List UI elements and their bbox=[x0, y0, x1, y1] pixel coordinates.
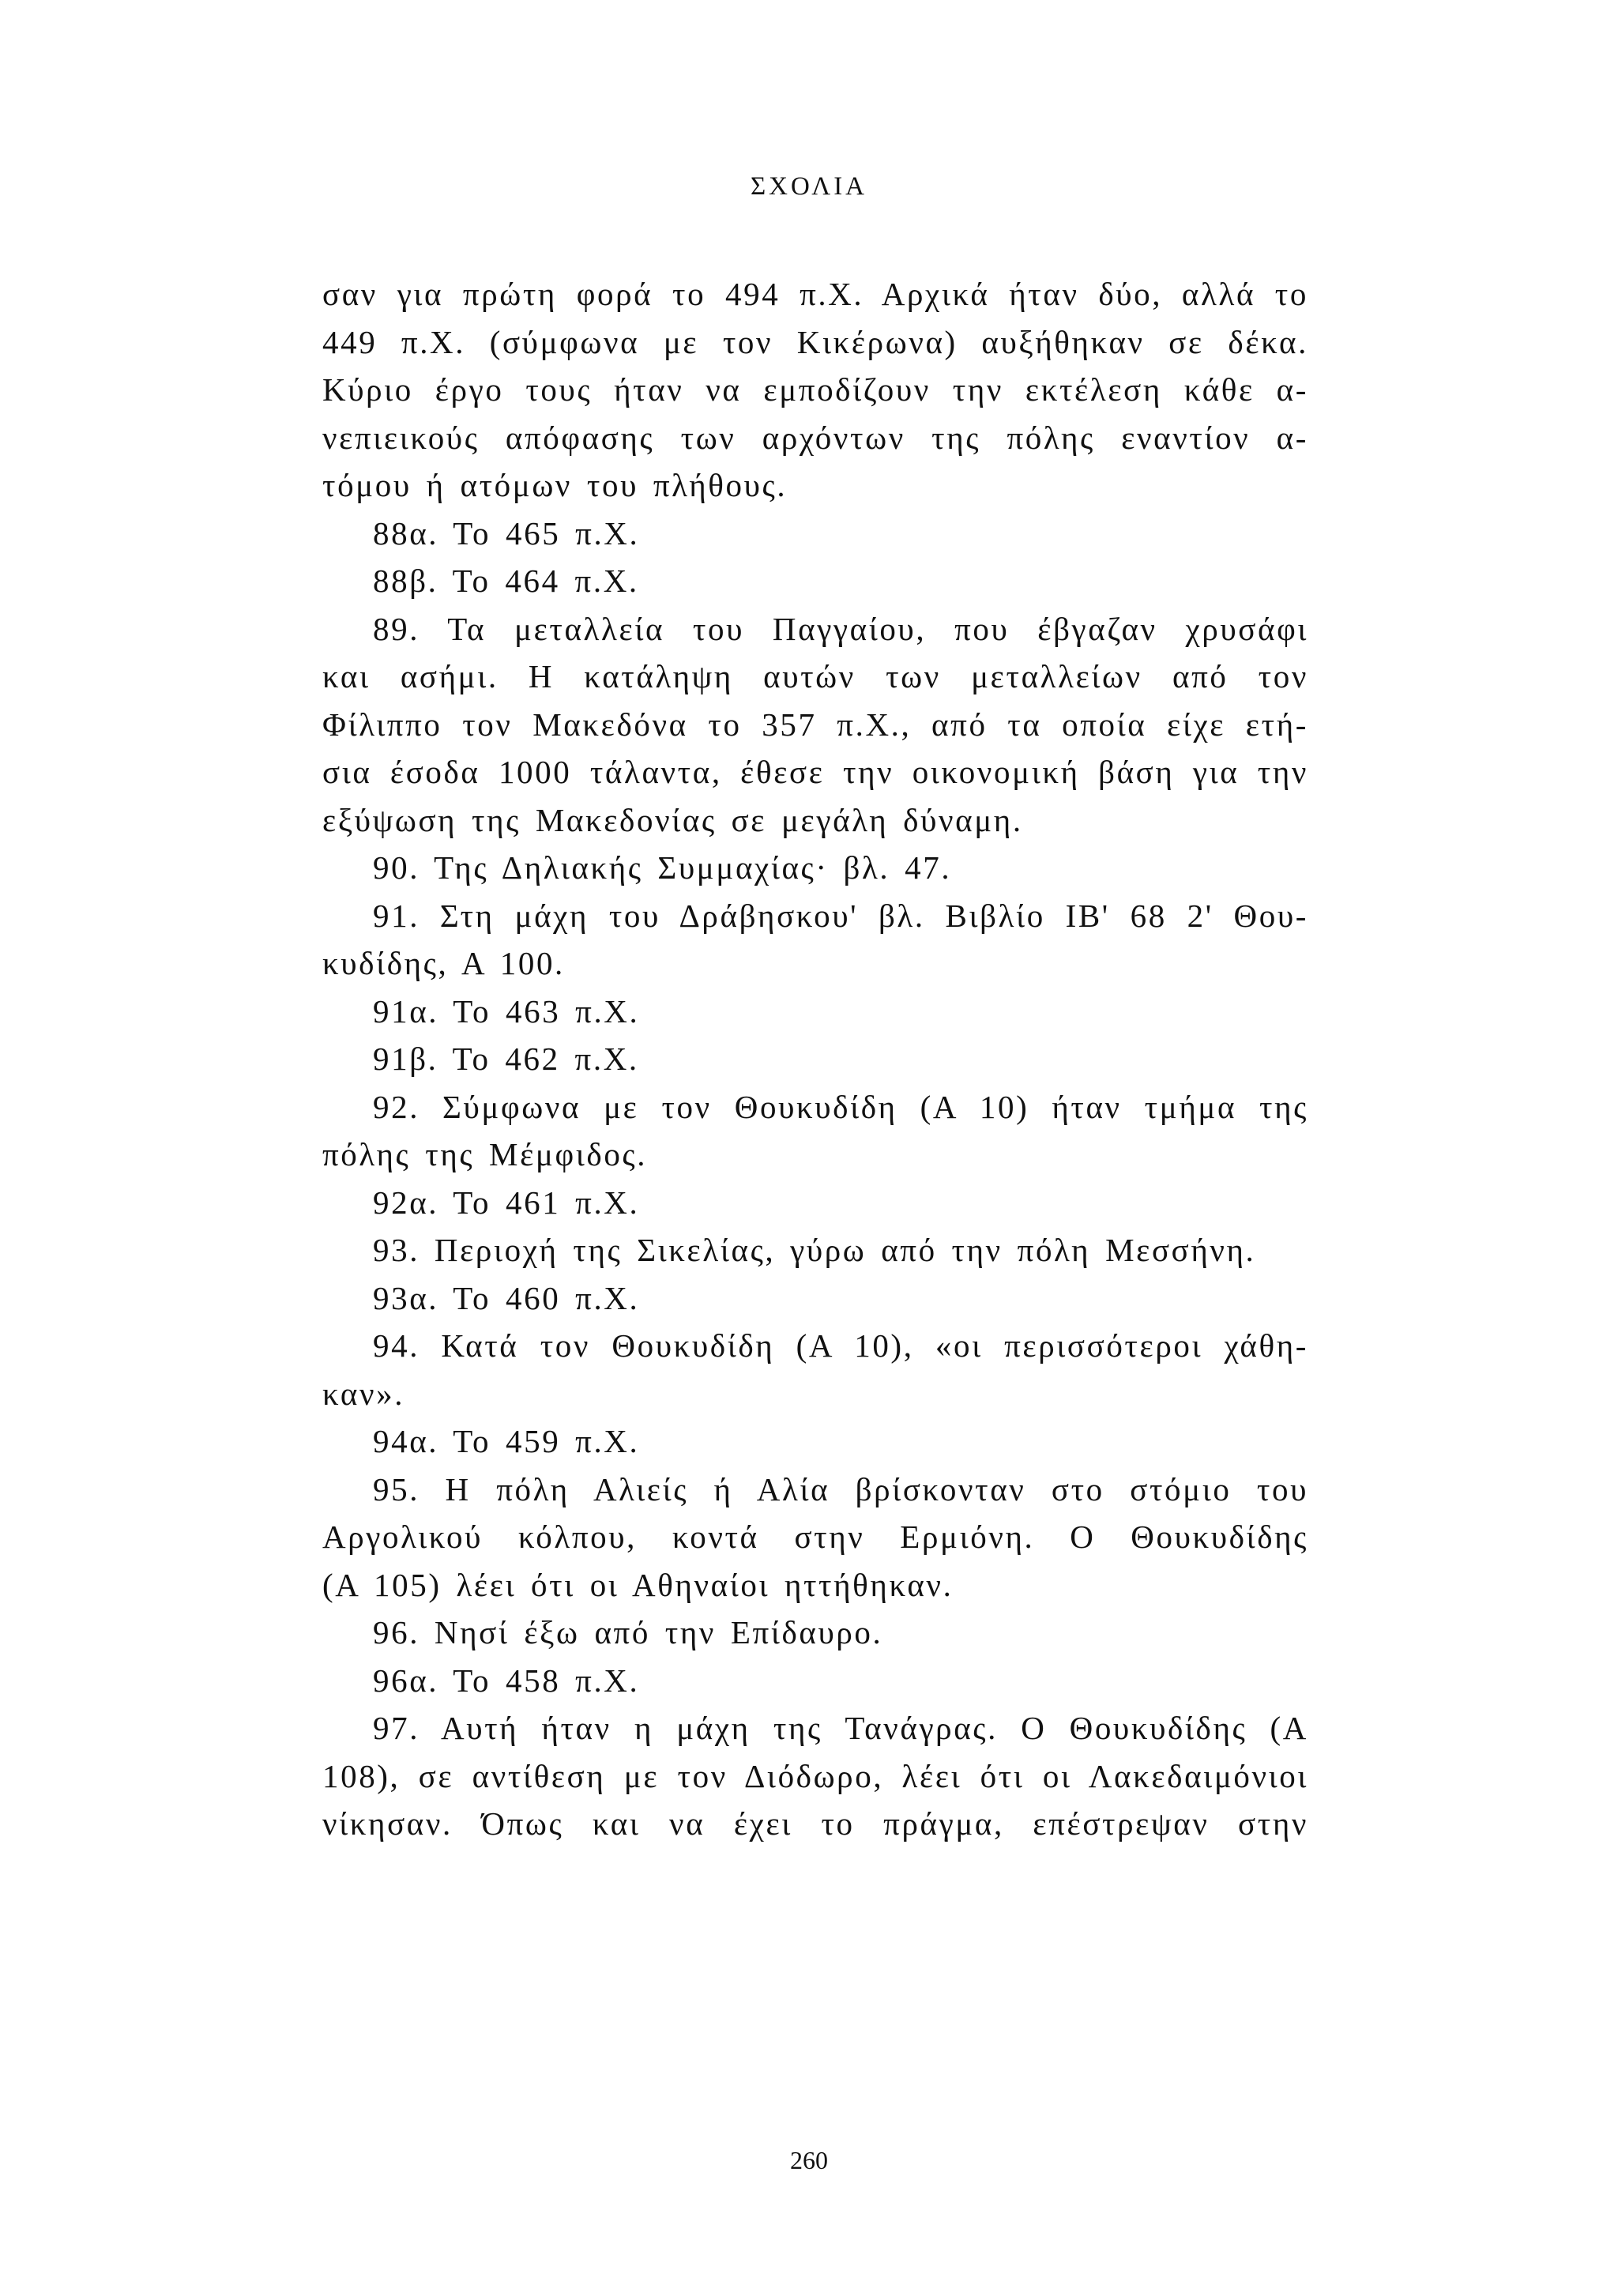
text-line: Αργολικού κόλπου, κοντά στην Ερμιόνη. Ο Θουκυδίδης bbox=[322, 1519, 1308, 1555]
text-line: 92. Σύμφωνα με τον Θουκυδίδη (Α 10) ήταν τμήμα της bbox=[373, 1088, 1308, 1125]
text-line: 94. Κατά τον Θουκυδίδη (Α 10), «οι περισσότεροι χάθη- bbox=[373, 1327, 1308, 1364]
text-line: 88α. Το 465 π.Χ. bbox=[373, 514, 640, 551]
text-line: Κύριο έργο τους ήταν να εμποδίζουν την εκτέλεση κάθε α- bbox=[322, 371, 1308, 408]
running-header: ΣΧΟΛΙΑ bbox=[750, 172, 868, 201]
text-line: νίκησαν. Όπως και να έχει το πράγμα, επέστρεψαν στην bbox=[322, 1805, 1308, 1842]
text-line: 90. Της Δηλιακής Συμμαχίας· βλ. 47. bbox=[373, 849, 952, 886]
text-line: Φίλιππο τον Μακεδόνα το 357 π.Χ., από τα οποία είχε ετή- bbox=[322, 706, 1308, 743]
text-line: 91β. Το 462 π.Χ. bbox=[373, 1041, 639, 1077]
text-line: 91α. Το 463 π.Χ. bbox=[373, 992, 640, 1029]
text-line: καν». bbox=[322, 1375, 405, 1412]
text-line: 91. Στη μάχη του Δράβησκου' βλ. Βιβλίο ΙΒ' 68 2' Θου- bbox=[373, 897, 1308, 934]
body-text bbox=[322, 270, 1308, 1848]
text-line: 92α. Το 461 π.Χ. bbox=[373, 1184, 640, 1221]
text-line: σαν για πρώτη φορά το 494 π.Χ. Αρχικά ήταν δύο, αλλά το bbox=[322, 276, 1308, 312]
text-line: 96α. Το 458 π.Χ. bbox=[373, 1662, 640, 1699]
text-line: 94α. Το 459 π.Χ. bbox=[373, 1423, 640, 1459]
text-line: και ασήμι. Η κατάληψη αυτών των μεταλλείων από τον bbox=[322, 658, 1308, 694]
text-line: 95. Η πόλη Αλιείς ή Αλία βρίσκονταν στο στόμιο του bbox=[373, 1470, 1308, 1507]
text-line: 88β. Το 464 π.Χ. bbox=[373, 563, 639, 599]
text-line: τόμου ή ατόμων του πλήθους. bbox=[322, 467, 788, 503]
text-line: πόλης της Μέμφιδος. bbox=[322, 1136, 648, 1172]
text-line: 96. Νησί έξω από την Επίδαυρο. bbox=[373, 1614, 883, 1650]
text-line: νεπιεικούς απόφασης των αρχόντων της πόλης εναντίον α- bbox=[322, 419, 1308, 456]
page-number: 260 bbox=[790, 2146, 828, 2174]
text-line: 97. Αυτή ήταν η μάχη της Τανάγρας. Ο Θουκυδίδης (Α bbox=[373, 1710, 1308, 1746]
text-line: 93α. Το 460 π.Χ. bbox=[373, 1279, 640, 1316]
text-line: (Α 105) λέει ότι οι Αθηναίοι ηττήθηκαν. bbox=[322, 1566, 954, 1603]
text-line: εξύψωση της Μακεδονίας σε μεγάλη δύναμη. bbox=[322, 801, 1023, 838]
text-line: 449 π.Χ. (σύμφωνα με τον Κικέρωνα) αυξήθηκαν σε δέκα. bbox=[322, 323, 1308, 360]
text-line: 93. Περιοχή της Σικελίας, γύρω από την πόλη Μεσσήνη. bbox=[373, 1232, 1256, 1268]
text-line: κυδίδης, Α 100. bbox=[322, 945, 565, 981]
text-line: σια έσοδα 1000 τάλαντα, έθεσε την οικονομική βάση για την bbox=[322, 754, 1308, 790]
text-line: 89. Τα μεταλλεία του Παγγαίου, που έβγαζαν χρυσάφι bbox=[373, 610, 1308, 647]
text-line: 108), σε αντίθεση με τον Διόδωρο, λέει ότι οι Λακεδαιμόνιοι bbox=[322, 1757, 1308, 1794]
